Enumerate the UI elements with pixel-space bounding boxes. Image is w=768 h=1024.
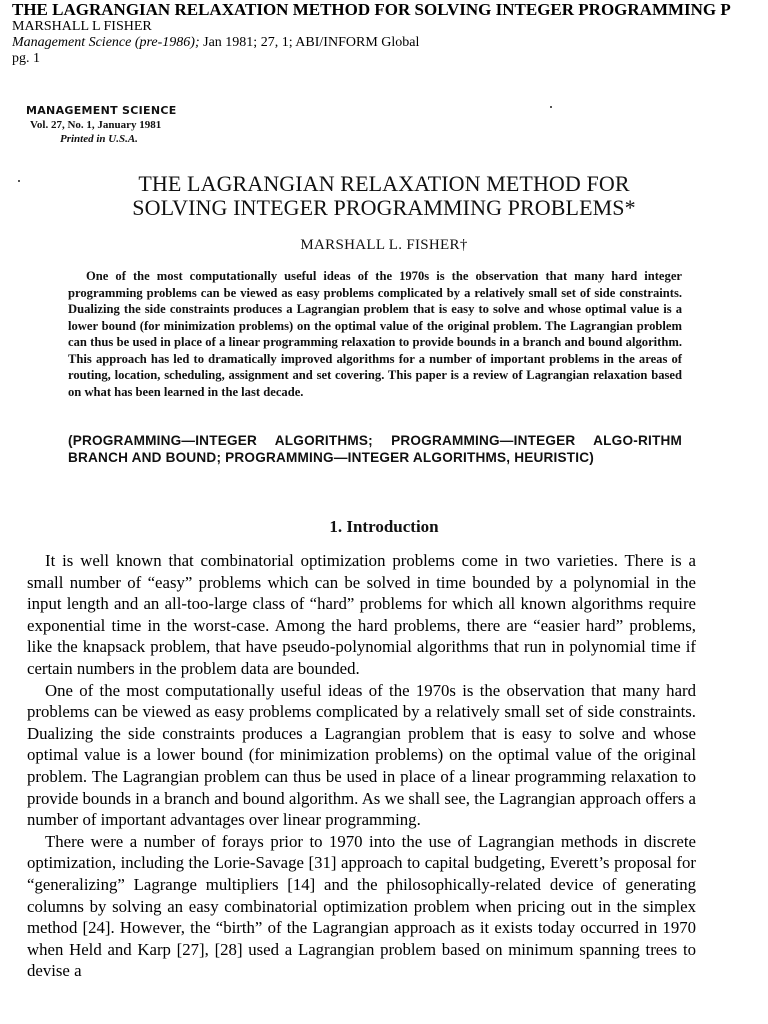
- paper-author: MARSHALL L. FISHER†: [300, 237, 468, 253]
- body-paragraph: There were a number of forays prior to 1970 into the use of Lagrangian methods in discrete optimization, including the Lorie-Savage [31] approach to capital budgeting, Everett’s proposal for “generalizing” Lagrange multipliers [14] and the philosophically-related device of generating columns by solving an easy combinatorial optimization problem when pricing out in the simplex method [24]. However, the “birth” of the Lagrangian approach as it exists today occurred in 1970 when Held and Karp [27], [28] used a Lagrangian problem based on minimum spanning trees to devise a: [27, 831, 696, 981]
- header-author: MARSHALL L FISHER: [12, 19, 152, 34]
- journal-printed: Printed in U.S.A.: [60, 133, 138, 145]
- header-page: pg. 1: [12, 51, 40, 66]
- paper-title: [0, 172, 768, 220]
- journal-block: [26, 104, 177, 146]
- body-paragraph: It is well known that combinatorial optimization problems come in two varieties. There is a small number of “easy” problems which can be solved in time bounded by a polynomial in the input length and an all-too-large class of “hard” problems for which all known algorithms require exponential time in the worst-case. Among the hard problems, there are “easier hard” problems, like the knapsack problem, that have pseudo-polynomial algorithms that run in polynomial time if certain numbers in the problem data are bounded.: [27, 551, 696, 678]
- scan-speck: [550, 106, 552, 108]
- header-source-details: Jan 1981; 27, 1; ABI/INFORM Global: [199, 35, 420, 50]
- section-heading: 1. Introduction: [329, 517, 439, 536]
- section-body: [27, 550, 696, 982]
- abstract-text: One of the most computationally useful ideas of the 1970s is the observation that many hard integer programming problems can be viewed as easy problems complicated by a relatively small set of side constraints. Dualizing the side constraints produces a Lagrangian problem that is easy to solve and whose optimal value is a lower bound (for minimization problems) on the optimal value of the original problem. The Lagrangian problem can thus be used in place of a linear programming relaxation to provide bounds in a branch and bound algorithm. This approach has led to dramatically improved algorithms for a number of important problems in the areas of routing, location, scheduling, assignment and set covering. This paper is a review of Lagrangian relaxation based on what has been learned in the last decade.: [68, 269, 682, 399]
- body-paragraph: One of the most computationally useful ideas of the 1970s is the observation that many hard problems can be viewed as easy problems complicated by a relatively small set of side constraints. Dualizing the side constraints produces a Lagrangian problem that is easy to solve and whose optimal value is a lower bound (for minimization problems) on the optimal value of the original problem. The Lagrangian problem can thus be used in place of a linear programming relaxation to provide bounds in a branch and bound algorithm. As we shall see, the Lagrangian approach offers a number of important advantages over linear programming.: [27, 680, 696, 830]
- document-header: [12, 0, 768, 67]
- header-source: [12, 35, 768, 51]
- subject-keywords: (PROGRAMMING—INTEGER ALGORITHMS; PROGRAMMING—INTEGER ALGO-RITHM BRANCH AND BOUND; PROGRAMMING—INTEGER ALGORITHMS, HEURISTIC): [68, 433, 682, 465]
- abstract: [68, 268, 682, 400]
- paper-title-line-1: THE LAGRANGIAN RELAXATION METHOD FOR: [138, 171, 630, 196]
- header-journal: Management Science (pre-1986);: [12, 35, 200, 50]
- journal-volume: Vol. 27, No. 1, January 1981: [30, 119, 162, 131]
- paper-title-line-2: SOLVING INTEGER PROGRAMMING PROBLEMS*: [132, 195, 636, 220]
- journal-name: MANAGEMENT SCIENCE: [26, 104, 177, 117]
- header-title: THE LAGRANGIAN RELAXATION METHOD FOR SOLVING INTEGER PROGRAMMING P: [12, 0, 731, 19]
